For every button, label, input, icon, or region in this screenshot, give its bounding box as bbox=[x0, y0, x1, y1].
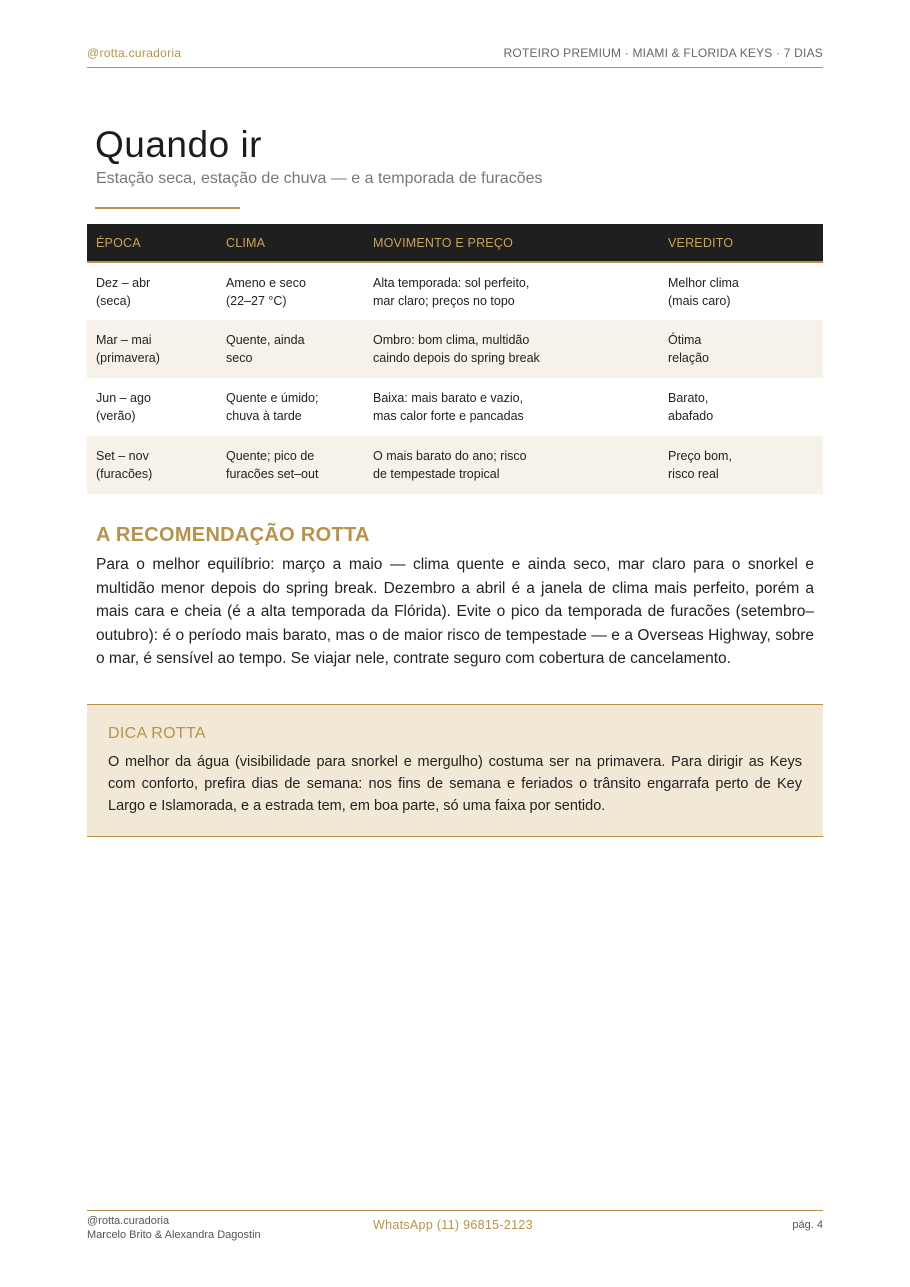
recommendation-text: Para o melhor equilíbrio: março a maio — clima quente e ainda seco, mar claro para o snorkel e multidão menor depois do spring break. Dezembro a abril é a janela de clima mais perfeito, porém a mais cara e cheia (é a alta temporada da Flórida). Evite o pico da temporada de furacões (setembro–outubro): é o período mais barato, mas o de maior risco de tempestade — e a Overseas Highway, sobre o mar, é sensível ao tempo. Se viajar nele, contrate seguro com cobertura de cancelamento. bbox=[96, 556, 814, 668]
table-header-row bbox=[87, 224, 823, 262]
header-brand: @rotta.curadoria bbox=[87, 46, 182, 60]
cell-clima: Quente e úmido; chuva à tarde bbox=[226, 391, 319, 423]
cell-epoca: Set – nov (furacões) bbox=[87, 436, 217, 494]
cell-veredito: Ótima relação bbox=[659, 320, 823, 378]
table-row bbox=[87, 378, 823, 436]
page-title: Quando ir bbox=[95, 124, 262, 165]
title-divider bbox=[95, 207, 240, 209]
cell-clima: Quente, ainda seco bbox=[217, 320, 364, 378]
cell-epoca: Jun – ago (verão) bbox=[96, 391, 151, 423]
column-header-clima: CLIMA bbox=[217, 224, 364, 262]
cell-movimento: O mais barato do ano; risco de tempestade tropical bbox=[364, 436, 659, 494]
tip-text: O melhor da água (visibilidade para snorkel e mergulho) costuma ser na primavera. Para dirigir as Keys com conforto, prefira dias de semana: nos fins de semana e feriados o trânsito engarrafa perto de Key Largo e Islamorada, e a estrada tem, em boa parte, só uma faixa por sentido. bbox=[108, 754, 802, 814]
cell-epoca: Dez – abr (seca) bbox=[96, 275, 151, 308]
cell-veredito: Preço bom, risco real bbox=[659, 436, 823, 494]
column-header-veredito: VEREDITO bbox=[659, 224, 823, 262]
cell-veredito: Melhor clima (mais caro) bbox=[668, 275, 739, 308]
table-row bbox=[87, 436, 823, 494]
recommendation-title: A RECOMENDAÇÃO ROTTA bbox=[96, 524, 370, 546]
cell-epoca: Mar – mai (primavera) bbox=[87, 320, 217, 378]
footer-brand: @rotta.curadoria bbox=[87, 1215, 170, 1227]
footer-credits bbox=[87, 1214, 261, 1242]
page-footer bbox=[87, 1210, 823, 1244]
table-row bbox=[87, 320, 823, 378]
cell-veredito: Barato, abafado bbox=[668, 391, 714, 423]
table-row bbox=[87, 262, 823, 320]
cell-clima: Quente; pico de furacões set–out bbox=[217, 436, 364, 494]
page-subtitle: Estação seca, estação de chuva — e a temporada de furacões bbox=[96, 170, 543, 187]
tip-title: DICA ROTTA bbox=[108, 725, 206, 742]
page-number: pág. 4 bbox=[792, 1219, 823, 1231]
cell-movimento: Alta temporada: sol perfeito, mar claro; preços no topo bbox=[373, 275, 530, 308]
column-header-movimento: MOVIMENTO E PREÇO bbox=[364, 224, 659, 262]
cell-movimento: Ombro: bom clima, multidão caindo depois do spring break bbox=[364, 320, 659, 378]
footer-authors: Marcelo Brito & Alexandra Dagostin bbox=[87, 1229, 261, 1241]
tip-box bbox=[87, 704, 823, 837]
column-header-epoca: ÉPOCA bbox=[87, 224, 217, 262]
header-document-title: ROTEIRO PREMIUM · MIAMI & FLORIDA KEYS · 7 DIAS bbox=[503, 46, 823, 60]
page-header bbox=[87, 46, 823, 68]
cell-movimento: Baixa: mais barato e vazio, mas calor forte e pancadas bbox=[373, 391, 524, 423]
cell-clima: Ameno e seco (22–27 °C) bbox=[226, 275, 306, 308]
season-table bbox=[87, 224, 823, 494]
footer-whatsapp: WhatsApp (11) 96815-2123 bbox=[373, 1218, 533, 1232]
